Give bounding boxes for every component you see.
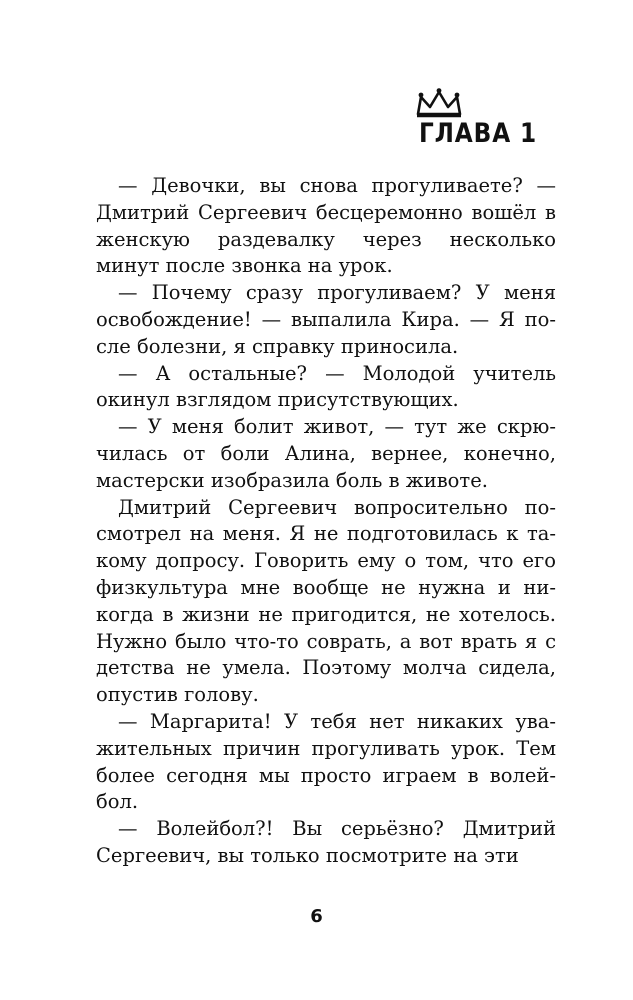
- paragraph: — А остальные? — Молодой учитель окинул взглядом присутствующих.: [96, 361, 556, 412]
- paragraph: — Волейбол?! Вы серьёзно? Дмитрий Сергеевич, вы только посмотрите на эти: [96, 817, 556, 867]
- paragraph: — Девочки, вы снова прогуливаете? — Дмитрий Сергеевич бесцеремонно вошёл в женскую раздевалку через несколько минут после звонка на урок.: [96, 174, 556, 278]
- paragraph: — Маргарита! У тебя нет никаких уважительных причин прогуливать урок. Тем более сегодня мы просто играем в волейбол.: [96, 709, 556, 814]
- chapter-heading: [411, 88, 551, 158]
- paragraph: — Почему сразу прогуливаем? У меня освобождение! — выпалила Кира. — Я после болезни, я справку приносила.: [96, 281, 556, 358]
- paragraph: — У меня болит живот, — тут же скрючилась от боли Алина, вернее, конечно, мастерски изобразила боль в животе.: [96, 415, 556, 492]
- chapter-title: ГЛАВА 1: [419, 118, 537, 149]
- paragraph: Дмитрий Сергеевич вопросительно посмотрел на меня. Я не подготовилась к такому допросу. Говорить ему о том, что его физкультура мне вообще не нужна и никогда в жизни не пригодится, не хотелось. Нужно было что-то соврать, а вот врать я с детства не умела. Поэтому молча сидела, опустив голову.: [96, 495, 556, 707]
- page-number: 6: [310, 906, 323, 927]
- crown-icon: [415, 88, 463, 118]
- chapter-body: [96, 173, 556, 870]
